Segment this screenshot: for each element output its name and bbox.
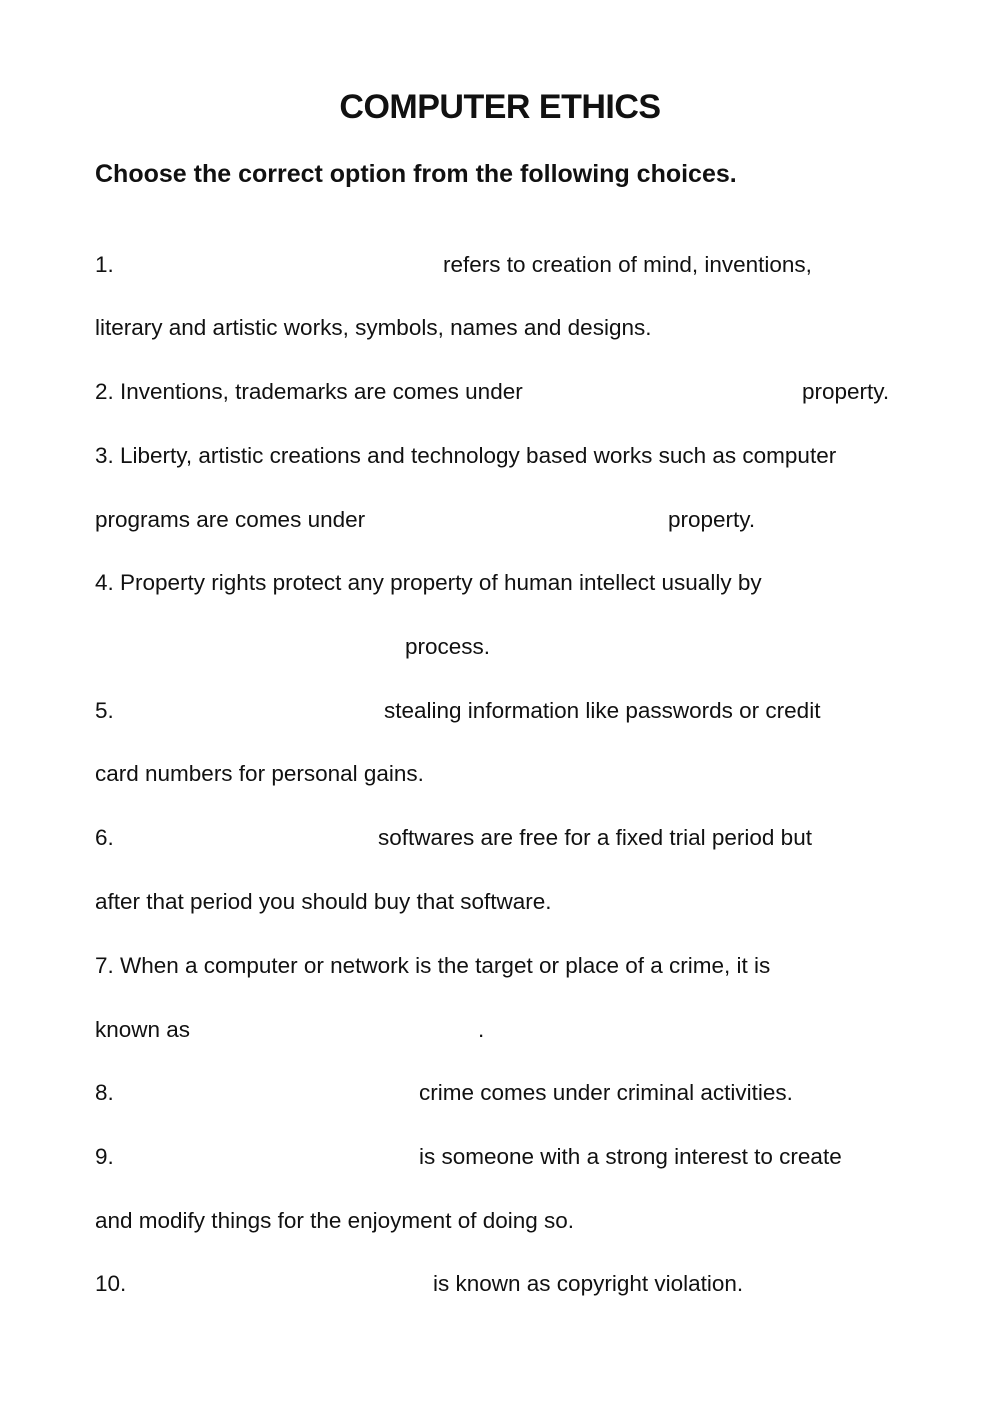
question-number: 9.: [95, 1144, 114, 1169]
question-text: programs are comes under: [95, 507, 366, 532]
question-6-continued: after that period you should buy that software.: [95, 889, 552, 914]
question-number: 6.: [95, 825, 114, 850]
question-text: stealing information like passwords or credit: [384, 698, 821, 723]
question-7: 7. When a computer or network is the target or place of a crime, it is: [95, 953, 771, 978]
question-number: 8.: [95, 1080, 114, 1105]
question-9-continued: and modify things for the enjoyment of doing so.: [95, 1208, 575, 1233]
answer-blank-6[interactable]: [125, 823, 370, 853]
answer-blank-2[interactable]: [557, 377, 797, 407]
question-text: is known as copyright violation.: [433, 1271, 744, 1296]
question-text: crime comes under criminal activities.: [419, 1080, 793, 1105]
answer-blank-1[interactable]: [125, 250, 435, 280]
question-text: known as: [95, 1017, 191, 1042]
question-number: 1.: [95, 252, 114, 277]
answer-blank-9[interactable]: [125, 1142, 410, 1172]
question-number: 5.: [95, 698, 114, 723]
question-text: softwares are free for a fixed trial period but: [378, 825, 812, 850]
answer-blank-5[interactable]: [125, 696, 375, 726]
question-1-continued: literary and artistic works, symbols, names and designs.: [95, 315, 652, 340]
question-text: refers to creation of mind, inventions,: [443, 252, 812, 277]
answer-blank-4[interactable]: [95, 632, 395, 662]
answer-blank-10[interactable]: [137, 1269, 427, 1299]
page-title: COMPUTER ETHICS: [339, 88, 661, 126]
question-text: 2. Inventions, trademarks are comes under: [95, 379, 523, 404]
question-number: 10.: [95, 1271, 127, 1296]
question-3: 3. Liberty, artistic creations and technology based works such as computer: [95, 443, 837, 468]
answer-blank-3[interactable]: [387, 505, 662, 535]
answer-blank-8[interactable]: [125, 1078, 410, 1108]
question-text-after: property.: [802, 379, 890, 404]
question-text-after: .: [478, 1017, 485, 1042]
question-text-after: property.: [668, 507, 756, 532]
question-text-after: process.: [405, 634, 491, 659]
instructions: Choose the correct option from the following choices.: [95, 160, 737, 188]
answer-blank-7[interactable]: [203, 1015, 473, 1045]
question-5-continued: card numbers for personal gains.: [95, 761, 424, 786]
question-text: is someone with a strong interest to create: [419, 1144, 842, 1169]
question-4: 4. Property rights protect any property of human intellect usually by: [95, 570, 762, 595]
